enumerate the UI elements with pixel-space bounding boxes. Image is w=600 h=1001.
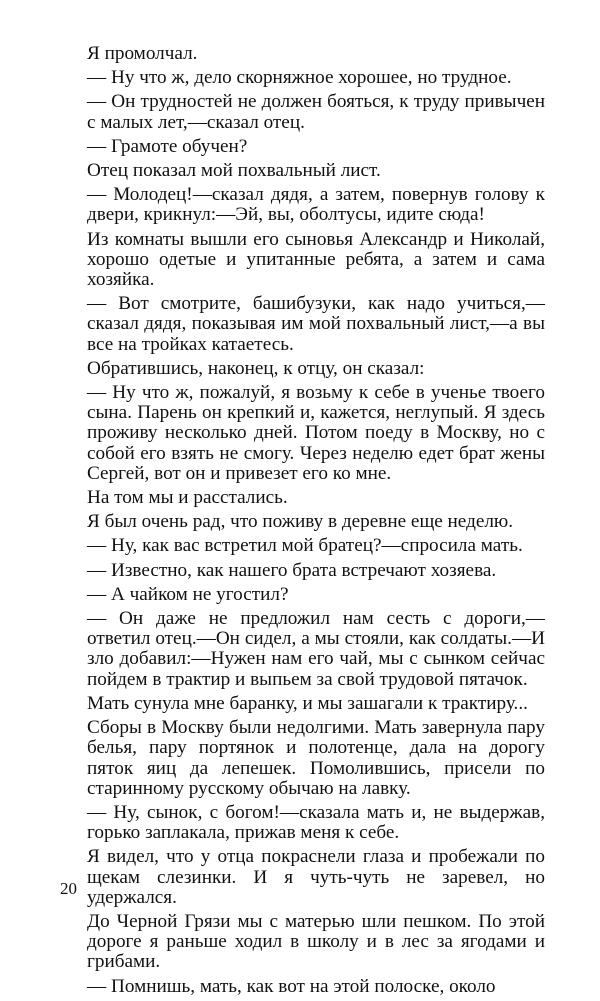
paragraph: Обратившись, наконец, к отцу, он сказал: (87, 357, 425, 379)
paragraph: — Он даже не предложил нам сесть с дороги,— ответил отец.—Он сидел, а мы стояли, как солдаты.—И зло добавил:—Нужен нам его чай, мы с сынком сейчас пойдем в трактир и выпьем за свой трудовой пятачок. (87, 608, 545, 690)
paragraph: — Ну, сынок, с богом!—сказала мать и, не выдержав, горько заплакала, прижав меня к себе. (87, 801, 545, 844)
paragraph: Из комнаты вышли его сыновья Александр и Николай, хорошо одетые и упитанные ребята, а затем и сама хозяйка. (87, 228, 545, 291)
paragraph: Сборы в Москву были недолгими. Мать завернула пару белья, пару портянок и полотенце, дала на дорогу пяток яиц да лепешек. Помолившись, присели по старинному русскому обычаю на лавку. (87, 717, 545, 799)
paragraph: Я был очень рад, что поживу в деревне еще неделю. (87, 511, 514, 533)
paragraph: — Ну что ж, дело скорняжное хорошее, но трудное. (87, 67, 512, 89)
page-body (87, 44, 545, 1001)
paragraph: На том мы и расстались. (87, 487, 288, 509)
paragraph: — Помнишь, мать, как вот на этой полоске, около (87, 975, 496, 997)
paragraph: — Грамоте обучен? (87, 135, 248, 157)
paragraph: Я промолчал. (87, 43, 198, 64)
paragraph: — А чайком не угостил? (87, 583, 289, 605)
paragraph: — Ну, как вас встретил мой братец?—спросила мать. (87, 535, 523, 557)
paragraph: Мать сунула мне баранку, и мы зашагали к трактиру... (87, 692, 528, 714)
page-number: 20 (60, 879, 77, 898)
paragraph: — Он трудностей не должен бояться, к труду привычен с малых лет,—сказал отец. (87, 91, 545, 133)
paragraph: Я видел, что у отца покраснели глаза и пробежали по щекам слезинки. И я чуть-чуть не заревел, но удержался. (87, 846, 545, 908)
paragraph: До Черной Грязи мы с матерью шли пешком. По этой дороге я раньше ходил в школу и в лес за ягодами и грибами. (87, 910, 545, 973)
paragraph: — Известно, как нашего брата встречают хозяева. (87, 559, 497, 581)
paragraph: — Ну что ж, пожалуй, я возьму к себе в ученье твоего сына. Парень он крепкий и, кажется, неглупый. Я здесь проживу несколько дней. Потом поеду в Москву, но с собой его взять не смогу. Через неделю едет брат жены Сергей, вот он и привезет его ко мне. (87, 382, 545, 484)
paragraph: — Вот смотрите, башибузуки, как надо учиться,— сказал дядя, показывая им мой похвальный лист,—а вы все на тройках катаетесь. (87, 293, 545, 355)
paragraph: — Молодец!—сказал дядя, а затем, повернув голову к двери, крикнул:—Эй, вы, оболтусы, идите сюда! (87, 184, 545, 226)
paragraph: Отец показал мой похвальный лист. (87, 160, 381, 182)
